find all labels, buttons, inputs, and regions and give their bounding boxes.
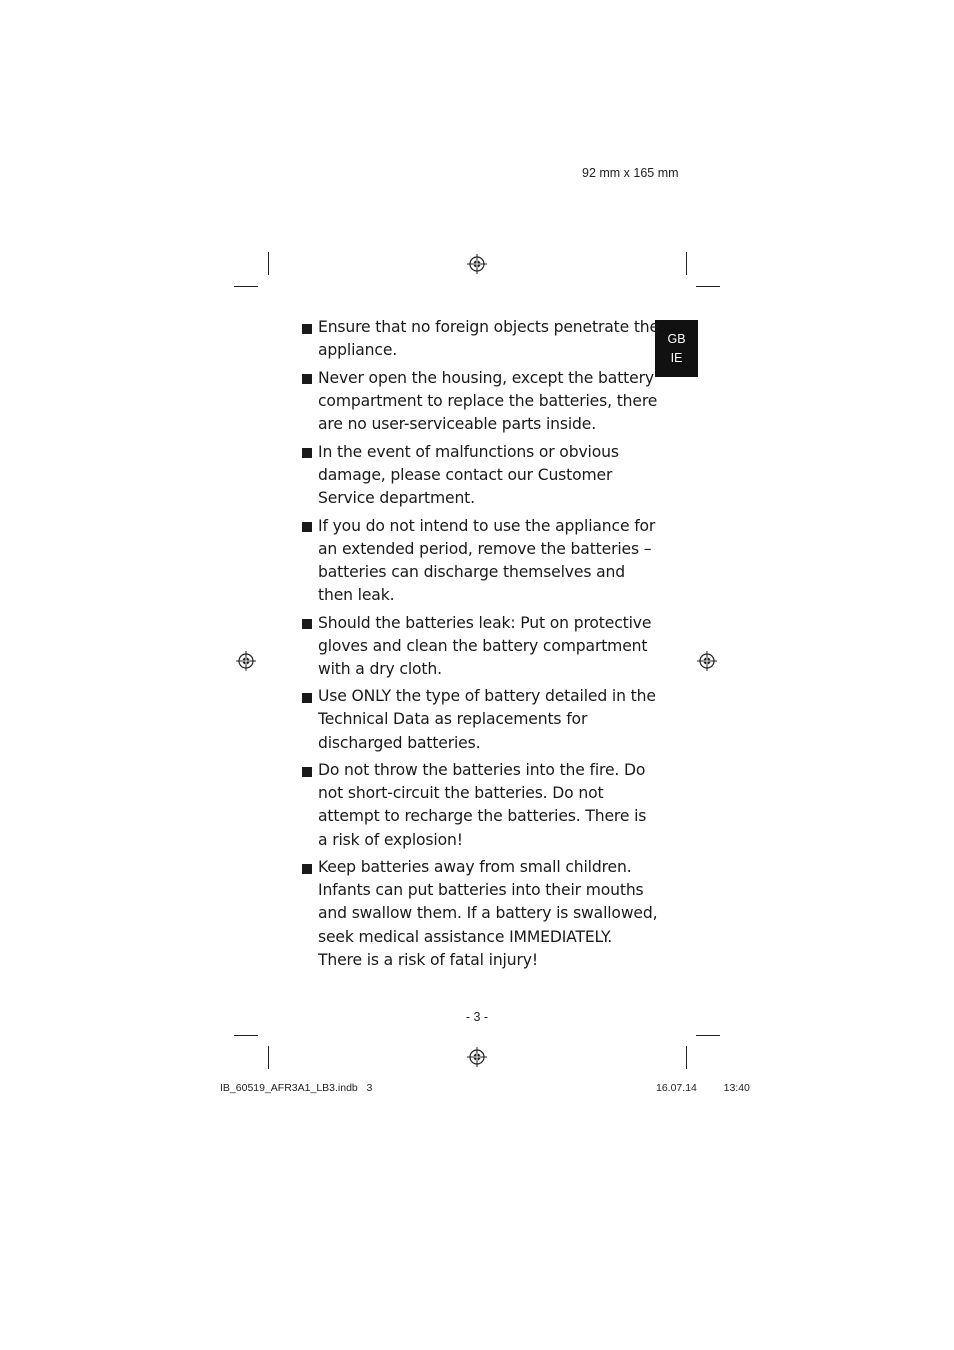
list-item-text: If you do not intend to use the appliance for an extended period, remove the batteries – batteries can discharge themselves and then leak. [318,516,656,604]
registration-mark-icon [467,1047,487,1067]
language-code: GB [667,331,686,346]
square-bullet-icon [302,448,312,458]
registration-mark-icon [236,651,256,671]
crop-mark [686,252,687,275]
list-item-text: Should the batteries leak: Put on protective gloves and clean the battery compartment with a dry cloth. [318,613,652,678]
registration-mark-icon [697,651,717,671]
list-item [300,515,660,607]
square-bullet-icon [302,767,312,777]
list-item-text: Use ONLY the type of battery detailed in the Technical Data as replacements for discharged batteries. [318,687,656,752]
footer-filename: IB_60519_AFR3A1_LB3.indb 3 [220,1082,373,1094]
safety-instructions-list [300,316,660,976]
list-item-text: Ensure that no foreign objects penetrate the appliance. [318,318,659,360]
list-item [300,612,660,681]
list-item-text: In the event of malfunctions or obvious damage, please contact our Customer Service department. [318,442,619,507]
page-number: - 3 - [465,1010,489,1024]
list-item-text: Do not throw the batteries into the fire. Do not short-circuit the batteries. Do not attempt to recharge the batteries. There is a risk of explosion! [318,761,647,849]
square-bullet-icon [302,374,312,384]
crop-mark [268,252,269,275]
square-bullet-icon [302,864,312,874]
crop-mark [234,1035,258,1036]
list-item [300,367,660,436]
language-tab [655,320,698,377]
crop-mark [268,1046,269,1069]
square-bullet-icon [302,693,312,703]
footer-date-time: 16.07.14 13:40 [656,1082,750,1094]
square-bullet-icon [302,619,312,629]
language-code: IE [670,350,683,365]
page-dimensions: 92 mm x 165 mm [582,166,679,180]
list-item-text: Keep batteries away from small children. Infants can put batteries into their mouths and swallow them. If a battery is swallowed, seek medical assistance IMMEDIATELY. There is a risk of fatal injury! [318,858,658,969]
list-item [300,685,660,754]
crop-mark [686,1046,687,1069]
crop-mark [234,286,258,287]
list-item [300,316,660,362]
list-item [300,759,660,851]
square-bullet-icon [302,522,312,532]
square-bullet-icon [302,324,312,334]
crop-mark [696,1035,720,1036]
registration-mark-icon [467,254,487,274]
list-item [300,441,660,510]
crop-mark [696,286,720,287]
list-item-text: Never open the housing, except the battery compartment to replace the batteries, there are no user-serviceable parts inside. [318,368,658,433]
list-item [300,856,660,971]
